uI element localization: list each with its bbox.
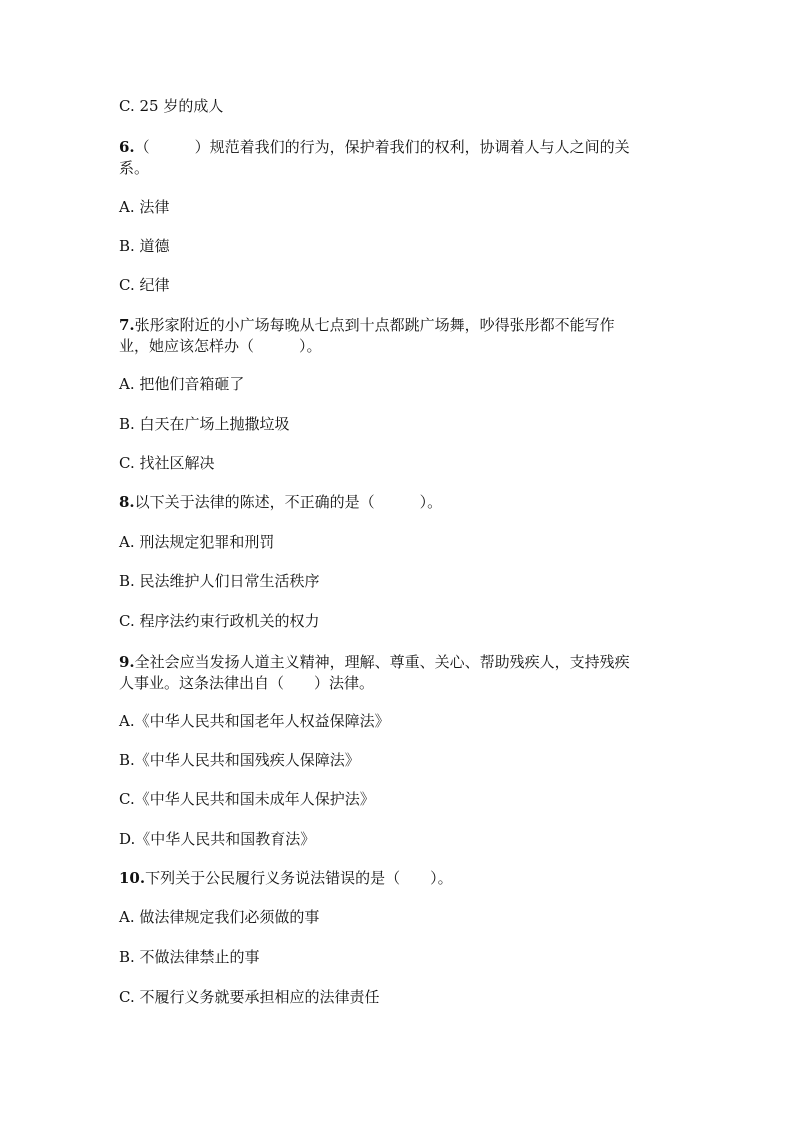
question-number: 8.: [119, 493, 135, 511]
option-line: C. 找社区解决: [119, 454, 215, 472]
question-number: 9.: [119, 653, 135, 671]
option-line: B. 不做法律禁止的事: [119, 948, 260, 966]
option-line: C. 程序法约束行政机关的权力: [119, 612, 320, 630]
option-line: C.《中华人民共和国未成年人保护法》: [119, 790, 375, 808]
question-line: 系。: [119, 159, 150, 177]
option-line: B. 白天在广场上抛撒垃圾: [119, 415, 290, 433]
option-line: C. 纪律: [119, 276, 170, 294]
question-number: 7.: [119, 316, 135, 334]
question-6: 6.（ ）规范着我们的行为，保护着我们的权利，协调着人与人之间的关: [119, 138, 630, 156]
option-line: B. 道德: [119, 237, 170, 255]
option-line: A.《中华人民共和国老年人权益保障法》: [119, 712, 390, 730]
option-line: A. 法律: [119, 198, 170, 216]
question-8: 8.以下关于法律的陈述，不正确的是（ ）。: [119, 493, 443, 511]
option-line: D.《中华人民共和国教育法》: [119, 830, 316, 848]
question-number: 10.: [119, 869, 146, 887]
option-line: B.《中华人民共和国残疾人保障法》: [119, 751, 360, 769]
option-line: A. 刑法规定犯罪和刑罚: [119, 533, 275, 551]
option-line: C. 25 岁的成人: [119, 97, 224, 115]
question-line: 业，她应该怎样办（ ）。: [119, 337, 322, 355]
question-10: 10.下列关于公民履行义务说法错误的是（ ）。: [119, 869, 453, 887]
question-number: 6.: [119, 138, 135, 156]
question-9: 9.全社会应当发扬人道主义精神，理解、尊重、关心、帮助残疾人，支持残疾: [119, 653, 630, 671]
question-7: 7.张彤家附近的小广场每晚从七点到十点都跳广场舞，吵得张彤都不能写作: [119, 316, 615, 334]
question-line: 人事业。这条法律出自（ ）法律。: [119, 674, 375, 692]
option-line: B. 民法维护人们日常生活秩序: [119, 572, 320, 590]
option-line: A. 做法律规定我们必须做的事: [119, 908, 320, 926]
option-line: C. 不履行义务就要承担相应的法律责任: [119, 988, 380, 1006]
option-line: A. 把他们音箱砸了: [119, 375, 245, 393]
